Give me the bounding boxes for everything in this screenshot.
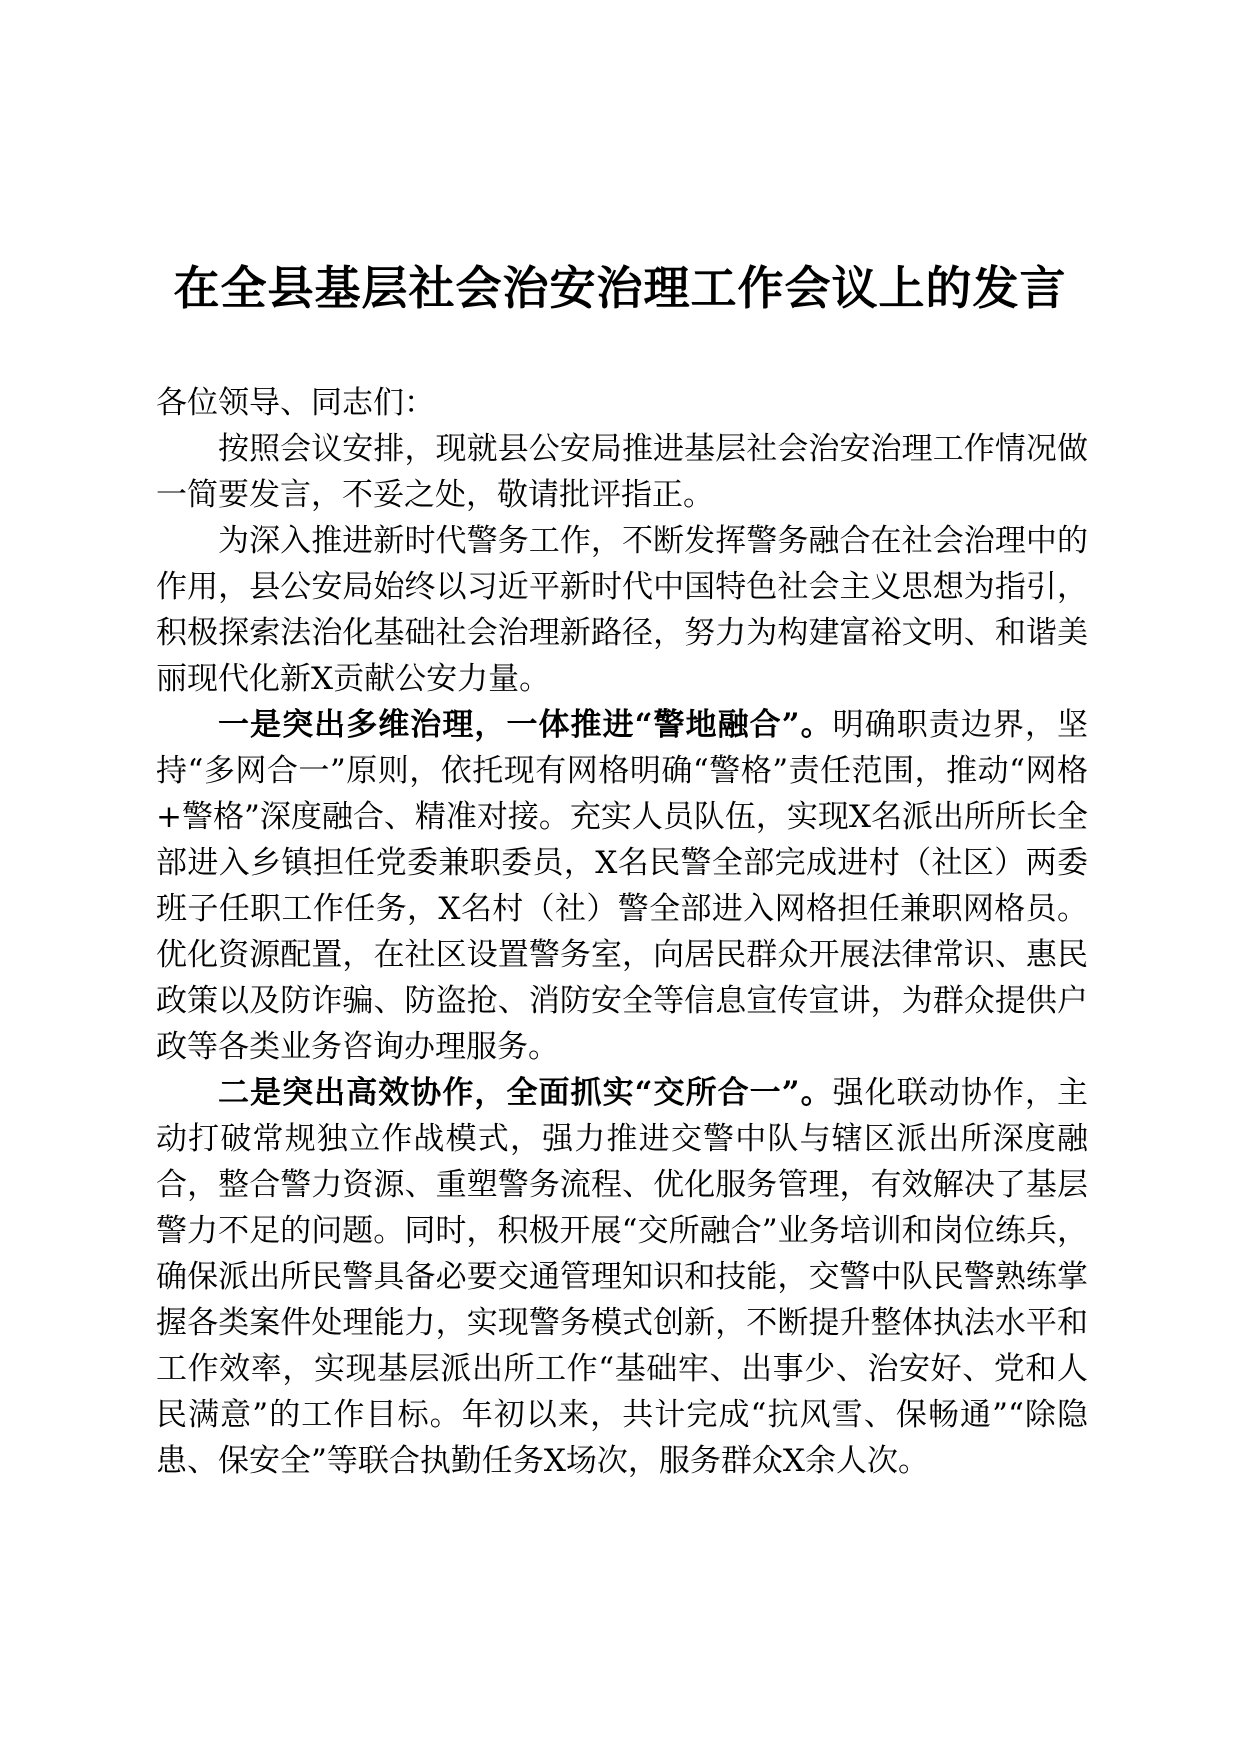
paragraph-text: 明确职责边界，坚持“多网合一”原则，依托现有网格明确“警格”责任范围，推动“网格+警格”深度融合、精准对接。充实人员队伍，实现X名派出所所长全部进入乡镇担任党委兼职委员，X名民警全部完成进村（社区）两委班子任职工作任务，X名村（社）警全部进入网格担任兼职网格员。优化资源配置，在社区设置警务室，向居民群众开展法律常识、惠民政策以及防诈骗、防盗抢、消防安全等信息宣传宣讲，为群众提供户政等各类业务咨询办理服务。 (156, 707, 1088, 1065)
paragraph-text: 按照会议安排，现就县公安局推进基层社会治安治理工作情况做一简要发言，不妥之处，敬请批评指正。 (156, 431, 1088, 513)
paragraph-intro (156, 426, 1088, 518)
document-title: 在全县基层社会治安治理工作会议上的发言 (173, 261, 1067, 315)
paragraph-point-two (156, 1070, 1088, 1484)
greeting: 各位领导、同志们： (156, 385, 435, 421)
paragraph-lead: 一是突出多维治理，一体推进“警地融合”。 (218, 707, 833, 743)
paragraph-overview (156, 518, 1088, 702)
paragraph-text: 强化联动协作，主动打破常规独立作战模式，强力推进交警中队与辖区派出所深度融合，整合警力资源、重塑警务流程、优化服务管理，有效解决了基层警力不足的问题。同时，积极开展“交所融合”业务培训和岗位练兵，确保派出所民警具备必要交通管理知识和技能，交警中队民警熟练掌握各类案件处理能力，实现警务模式创新，不断提升整体执法水平和工作效率，实现基层派出所工作“基础牢、出事少、治安好、党和人民满意”的工作目标。年初以来，共计完成“抗风雪、保畅通”“除隐患、保安全”等联合执勤任务X场次，服务群众X余人次。 (156, 1075, 1088, 1479)
paragraph-point-one (156, 702, 1088, 1070)
paragraph-text: 为深入推进新时代警务工作，不断发挥警务融合在社会治理中的作用，县公安局始终以习近平新时代中国特色社会主义思想为指引，积极探索法治化基础社会治理新路径，努力为构建富裕文明、和谐美丽现代化新X贡献公安力量。 (156, 523, 1088, 697)
paragraph-lead: 二是突出高效协作，全面抓实“交所合一”。 (218, 1075, 833, 1111)
document-body (156, 380, 1088, 1484)
